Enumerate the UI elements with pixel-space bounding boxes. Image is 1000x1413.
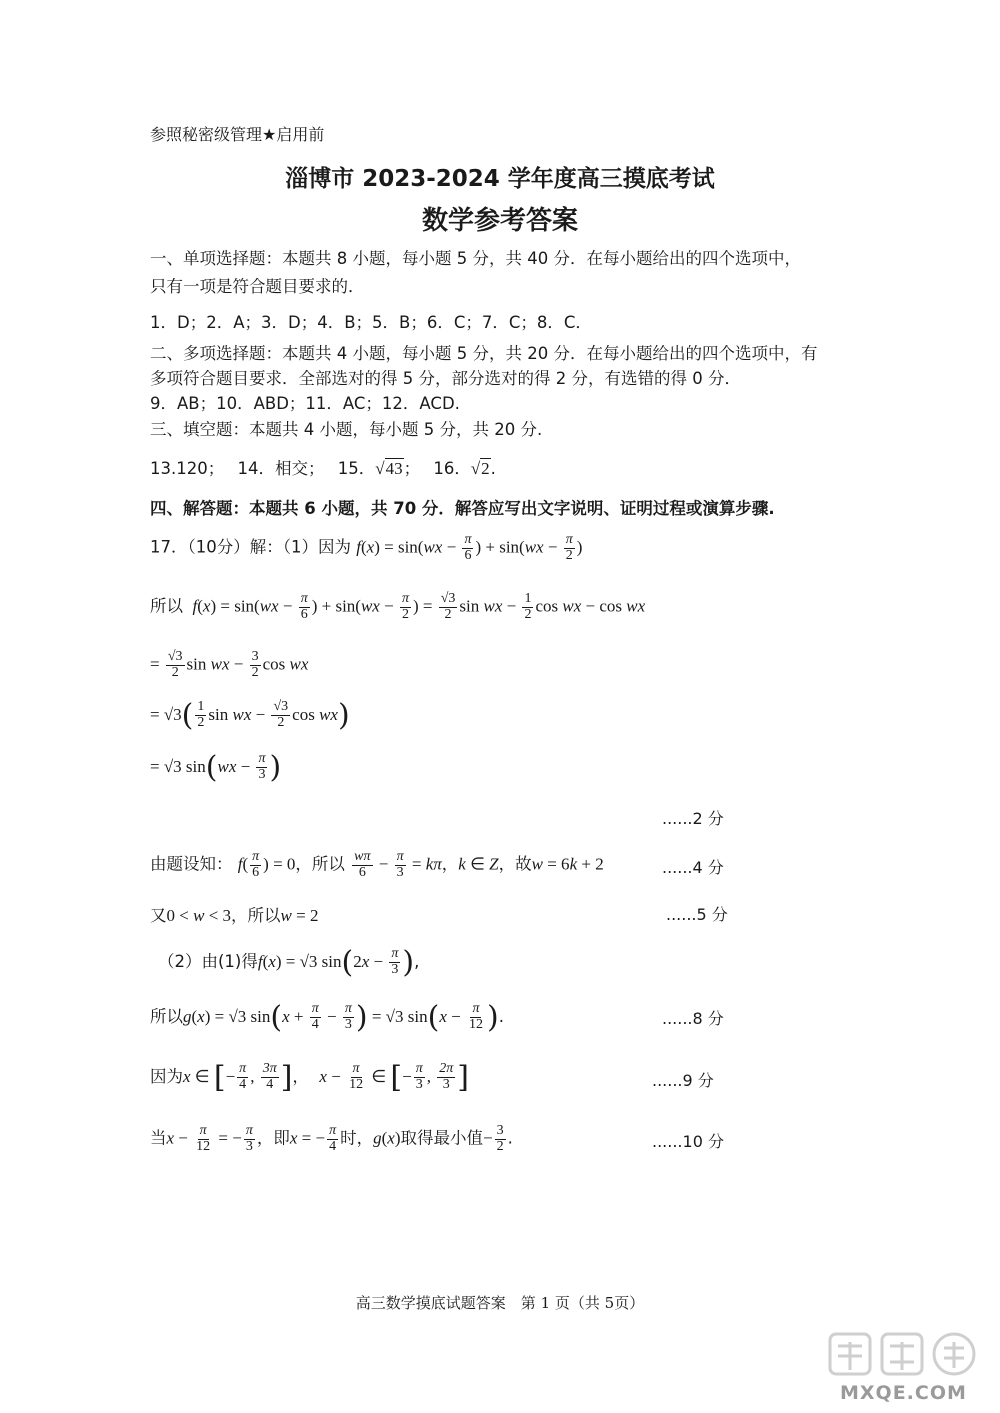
score-10: ......10 分 bbox=[652, 1132, 724, 1151]
score-4: ......4 分 bbox=[662, 858, 724, 877]
section1-answers: 1．D；2．A；3．D；4．B；5．B；6．C；7．C；8．C． bbox=[150, 313, 592, 332]
q17-part2-line: （2）由(1)得f(x) = √3 sin(2x − $\frac{\pi}{3}$ ), bbox=[158, 945, 420, 980]
q17-min-line: 当x − $\frac{\pi}{12}$ = − $\frac{\pi}{3}$ ，即x = − $\frac{\pi}{4}$ 时，g(x)取得最小值− $\frac{3}{2}$ . bbox=[150, 1123, 513, 1154]
section3-answers: 13.120； 14．相交； 15．√43； 16．√2. bbox=[150, 459, 496, 478]
section2-heading-line2: 多项符合题目要求．全部选对的得 5 分，部分选对的得 2 分，有选错的得 0 分． bbox=[150, 369, 741, 388]
q17-expand-line: 所以 f(x) = sin(wx − $\frac{\pi}{6}$ ) + sin(wx − $\frac{\pi}{2}$ ) = $\frac{√3}{2}$ sin wx − $\frac{1}{2}$ cos wx − cos wx bbox=[150, 591, 646, 622]
score-5: ......5 分 bbox=[666, 905, 728, 924]
formula-f-def: f bbox=[356, 537, 361, 557]
q17-step3: = √3 sin(wx − $\frac{\pi}{3}$ ) bbox=[150, 750, 282, 785]
section1-heading-line2: 只有一项是符合题目要求的． bbox=[150, 277, 365, 296]
score-9: ......9 分 bbox=[652, 1071, 714, 1090]
answer-15-label: 15． bbox=[337, 459, 376, 478]
page-footer: 高三数学摸底试题答案 第 1 页（共 5页） bbox=[355, 1294, 645, 1312]
answer-13: 13.120； bbox=[150, 459, 225, 478]
q17-g-line: 所以g(x) = √3 sin(x + $\frac{\pi}{4}$ − $\frac{\pi}{3}$ ) = √3 sin(x − $\frac{\pi}{12}$ ). bbox=[150, 1000, 504, 1035]
answer-16-sqrt: √2 bbox=[470, 459, 490, 478]
answer-15-sqrt: √43 bbox=[375, 459, 403, 478]
section2-heading-line1: 二、多项选择题：本题共 4 小题，每小题 5 分，共 20 分．在每小题给出的四个选项中，有 bbox=[150, 344, 818, 363]
section3-heading: 三、填空题：本题共 4 小题，每小题 5 分，共 20 分. bbox=[150, 420, 543, 439]
section2-answers: 9．AB；10．ABD；11．AC；12．ACD. bbox=[150, 394, 460, 413]
answer-14: 14．相交； bbox=[237, 459, 325, 478]
page-title: 淄博市 2023-2024 学年度高三摸底考试 bbox=[285, 166, 715, 192]
score-8: ......8 分 bbox=[662, 1009, 724, 1028]
watermark-text: MXQE.COM bbox=[840, 1382, 967, 1404]
score-2: ......2 分 bbox=[662, 809, 724, 828]
q17-step2: = √3( $\frac{1}{2}$ sin wx − $\frac{√3}{2}$ cos wx) bbox=[150, 698, 350, 733]
q17-step1: = $\frac{√3}{2}$ sin wx − $\frac{3}{2}$ cos wx bbox=[150, 649, 309, 680]
security-label: 参照秘密级管理★启用前 bbox=[150, 125, 325, 144]
q17-intro-line: 17．（10分）解：（1）因为 f(x) = sin(wx − $\frac{\pi}{6}$ ) + sin(wx − $\frac{\pi}{2}$ ) bbox=[150, 532, 583, 563]
q17-range-line: 又0 < w < 3，所以w = 2 bbox=[150, 906, 319, 925]
section4-heading: 四、解答题：本题共 6 小题，共 70 分．解答应写出文字说明、证明过程或演算步骤. bbox=[150, 499, 775, 518]
section1-heading-line1: 一、单项选择题：本题共 8 小题，每小题 5 分，共 40 分．在每小题给出的四个选项中， bbox=[150, 249, 801, 268]
q17-interval-line: 因为x ∈ [− $\frac{\pi}{4}$ , $\frac{3\pi}{4}$ ]， x − $\frac{\pi}{12}$ ∈ [− $\frac{\pi}{3}$ , $\frac{2\pi}{3}$ ] bbox=[150, 1060, 469, 1095]
page-subtitle: 数学参考答案 bbox=[421, 206, 578, 236]
answer-16-label: 16． bbox=[433, 459, 471, 478]
q17-condition-line: 由题设知： f( $\frac{\pi}{6}$ ) = 0，所以 $\frac{w\pi}{6}$ − $\frac{\pi}{3}$ = kπ，k ∈ Z，故w = 6k + 2 bbox=[150, 849, 604, 880]
